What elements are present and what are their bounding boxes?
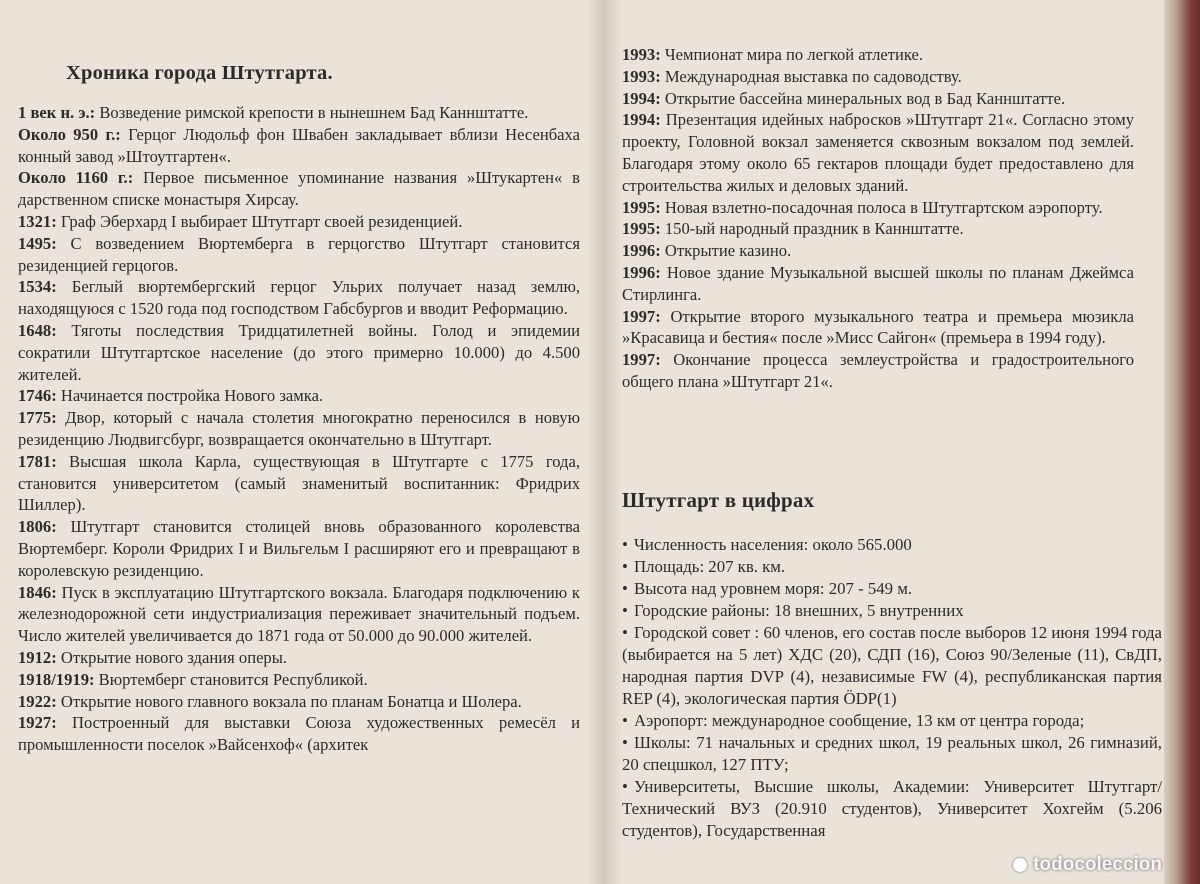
entry-year: 1993: [622,45,661,64]
entry-text: Презентация идейных набросков »Штутгарт 21«. Согласно этому проекту, Головной вокзал заменяется сквозным вокзалом под землей. Благодаря этому около 65 гектаров площади будет предоставлено для строительства жилых и деловых зданий. [622,110,1134,195]
entry-text: Открытие казино. [660,241,792,261]
bullet-icon: • [622,623,628,642]
entry-year: 1321: [18,211,57,231]
chronicle-entry [622,88,1134,110]
stats-item [622,732,1162,776]
stats-item [622,776,1162,842]
chronicle-entry [622,109,1134,196]
stats-item [622,534,1162,556]
entry-text: Двор, который с начала столетия многократно переносился в новую резиденцию Людвигсбург, возвращается окончательно в Штутгарт. [18,408,580,449]
chronicle-entries-continued [622,44,1134,393]
stats-item-text: Высота над уровнем моря: 207 - 549 м. [634,579,913,598]
chronicle-entry [622,218,1134,240]
chronicle-entry [18,647,580,669]
entry-year: 1918/1919: [18,669,95,689]
chronicle-entry [18,124,580,168]
stats-item-text: Численность населения: около 565.000 [634,535,912,554]
entry-year: 1996: [622,241,661,261]
entry-text: Новая взлетно-посадочная полоса в Штутгартском аэропорту. [660,197,1103,217]
chronicle-entry [18,320,580,385]
chronicle-entry [622,44,1134,66]
book-cover-edge [1164,0,1200,884]
chronicle-entry [18,276,580,320]
entry-year: 1781: [18,451,57,471]
chronicle-entry [18,102,580,124]
entry-text: Международная выставка по садоводству. [660,66,962,86]
stats-item-text: Аэропорт: международное сообщение, 13 км от центра города; [634,711,1085,730]
chronicle-entry [18,407,580,451]
stats-item [622,578,1162,600]
chronicle-entry [18,167,580,211]
book-spine-shadow [588,0,622,884]
entry-text: Открытие бассейна минеральных вод в Бад Каннштатте. [660,88,1066,108]
chronicle-entry [18,582,580,647]
entry-year: 1927: [18,713,57,733]
chronicle-entry [18,451,580,516]
entry-year: 1534: [18,277,57,297]
entry-year: 1846: [18,582,57,602]
bullet-icon: • [622,535,628,554]
entry-text: Открытие нового главного вокзала по планам Бонатца и Шолера. [56,691,522,711]
entry-year: 1806: [18,517,57,537]
entry-year: 1746: [18,386,57,406]
chronicle-entry [18,691,580,713]
stats-list [622,534,1162,842]
entry-text: Построенный для выставки Союза художественных ремесёл и промышленности поселок »Вайсенхоф« (архитек [18,713,580,755]
entry-text: С возведением Вюртемберга в герцогство Штутгарт становится резиденцией герцогов. [18,233,580,275]
entry-year: 1648: [18,320,57,340]
entry-year: Около 950 г.: [18,124,121,144]
entry-year: 1994: [622,110,661,130]
stats-item [622,556,1162,578]
entry-text: Беглый вюртембергский герцог Ульрих получает назад землю, находящуюся с 1520 года под господством Габсбургов и вводит Реформацию. [18,277,580,319]
stats-item [622,710,1162,732]
entry-year: 1993: [622,66,661,86]
chronicle-entry [18,211,580,233]
bullet-icon: • [622,777,628,796]
entry-text: Окончание процесса землеустройства и градостроительного общего плана »Штутгарт 21«. [622,350,1134,391]
entry-text: Открытие второго музыкального театра и премьера мюзикла »Красавица и бестия« после »Мисс Сайгон« (премьера в 1994 году). [622,306,1134,348]
stats-item [622,622,1162,710]
watermark-logo-icon [1013,858,1027,872]
stats-item-text: Городские районы: 18 внешних, 5 внутренних [634,601,964,620]
bullet-icon: • [622,711,628,730]
chronicle-entry [622,262,1134,306]
entry-text: Открытие нового здания оперы. [56,647,288,667]
stats-title: Штутгарт в цифрах [622,488,815,512]
stats-item-text: Площадь: 207 кв. км. [634,557,786,576]
entry-year: 1995: [622,197,661,217]
entry-text: 150-ый народный праздник в Каннштатте. [660,219,964,239]
watermark [1013,854,1162,876]
chronicle-entry [18,669,580,691]
bullet-icon: • [622,557,628,576]
entry-year: 1994: [622,88,661,108]
chronicle-entry [622,197,1134,219]
entry-year: 1997: [622,350,661,370]
entry-year: 1997: [622,306,661,326]
stats-item-text: Школы: 71 начальных и средних школ, 19 реальных школ, 26 гимназий, 20 спецшкол, 127 ПТУ; [622,733,1162,774]
chronicle-entry [622,349,1134,393]
entry-year: 1995: [622,219,661,239]
entry-year: 1922: [18,691,57,711]
entry-text: Пуск в эксплуатацию Штутгартского вокзала. Благодаря подключению к железнодорожной сети индустриализация переживает значительный подъем. Число жителей увеличивается до 1871 года от 50.000 до 90.000 жителей. [18,582,580,646]
entry-text: Чемпионат мира по легкой атлетике. [660,45,924,64]
entry-year: 1996: [622,262,661,282]
stats-item-text: Университеты, Высшие школы, Академии: Университет Штутгарт/Технический ВУЗ (20.910 студентов), Университет Хохгейм (5.206 студентов), Государственная [622,777,1162,840]
entry-text: Возведение римской крепости в нынешнем Бад Каннштатте. [95,103,529,122]
entry-text: Штутгарт становится столицей вновь образованного королевства Вюртемберг. Короли Фридрих I и Вильгельм I расширяют его и превращают в королевскую резиденцию. [18,517,580,580]
entry-text: Новое здание Музыкальной высшей школы по планам Джеймса Стирлинга. [622,262,1134,304]
chronicle-entry [622,240,1134,262]
chronicle-entry [18,516,580,581]
bullet-icon: • [622,579,628,598]
entry-text: Граф Эберхард I выбирает Штутгарт своей резиденцией. [56,211,463,231]
chronicle-entry [18,712,580,756]
entry-text: Вюртемберг становится Республикой. [94,669,368,689]
entry-text: Начинается постройка Нового замка. [56,386,324,406]
entry-text: Герцог Людольф фон Швабен закладывает вблизи Несенбаха конный завод »Штоутгартен«. [18,124,580,166]
entry-year: 1495: [18,233,57,253]
chronicle-title: Хроника города Штутгарта. [66,62,333,84]
entry-year: 1775: [18,408,57,428]
entry-text: Первое письменное упоминание названия »Штукартен« в дарственном списке монастыря Хирсау. [18,168,580,210]
chronicle-entry [622,306,1134,350]
bullet-icon: • [622,601,628,620]
chronicle-entry [18,233,580,277]
entry-year: Около 1160 г.: [18,168,134,188]
chronicle-entry [18,385,580,407]
bullet-icon: • [622,733,628,752]
entry-text: Тяготы последствия Тридцатилетней войны. Голод и эпидемии сократили Штутгартское население (до этого примерно 10.000) до 4.500 жителей. [18,320,580,384]
entry-year: 1 век н. э.: [18,103,96,122]
entry-year: 1912: [18,647,57,667]
chronicle-entries [18,102,580,756]
entry-text: Высшая школа Карла, существующая в Штутгарте с 1775 года, становится университетом (самый знаменитый воспитанник: Фридрих Шиллер). [18,451,580,515]
chronicle-entry [622,66,1134,88]
stats-item [622,600,1162,622]
watermark-text: todocoleccion [1033,854,1162,875]
stats-item-text: Городской совет : 60 членов, его состав после выборов 12 июня 1994 года (выбирается на 5 лет) ХДС (20), СДП (16), Союз 90/Зеленые (11), СвДП, народная партия DVP (4), независимые FW (4), республиканская партия REP (4), экологическая партия ÖDP(1) [622,623,1162,708]
